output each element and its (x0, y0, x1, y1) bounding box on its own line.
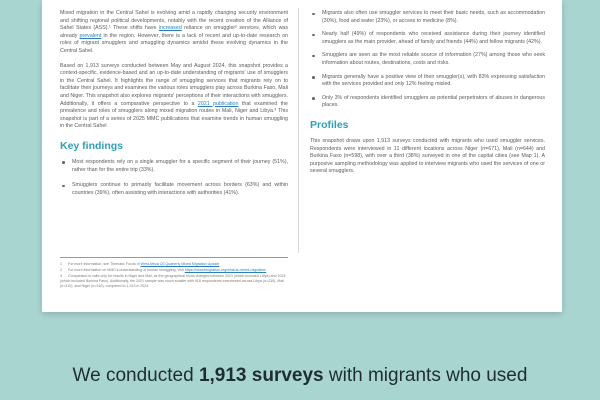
key-findings-heading: Key findings (60, 139, 124, 152)
key-finding-item: Most respondents rely on a single smuggler for a specific segment of their journey (51%), rather than for the entire trip (33%). (60, 159, 288, 174)
footnote (60, 262, 288, 267)
key-findings-list (60, 159, 288, 197)
column-divider (298, 8, 299, 253)
finding-item: Migrants generally have a positive view of their smuggler(s), with 83% expressing satisfaction with the services provided and only 12% feeling misled. (310, 74, 545, 89)
footnote-link[interactable]: https://mixedmigration.org/what-is-mixed-migration/ (184, 268, 267, 272)
footnote-text: Comparison is valid only for results in Niger and Mali, as the geographical focus changed between 2021 (which included Libya) and 2024 (which included Burkina Faso). Additionally, the 2021 sample was much smaller with 918 respondents interviewed across Libya (n=235), Mali (n=310), and Niger (n=310), compared to 1,913 in 2024. (60, 274, 286, 288)
increased-link[interactable]: increased (158, 25, 182, 32)
prevalent-link[interactable]: prevalent (79, 32, 102, 39)
footnote-text: For more information, see Thematic Focus of (68, 262, 141, 266)
footnote-number: 1 (60, 262, 62, 266)
publication-2021-link[interactable]: 2021 publication (197, 100, 239, 107)
finding-item: Nearly half (49%) of respondents who received assistance during their journey identified smugglers as the main provider, ahead of family and friends (44%) and fellow migrants (42%). (310, 31, 545, 46)
finding-item: Smugglers are seen as the most reliable source of information (27%) among those who seek information about routes, destinations, costs and risks. (310, 52, 545, 67)
report-page (42, 0, 562, 312)
left-column (60, 10, 288, 205)
profiles-text: This snapshot draws upon 1,913 surveys conducted with migrants who used smuggler services. Respondents were interviewed in 11 different locations across Niger (n=671), Mali (n=644) and Burkina Faso (n=598), with over a third (38%) surveyed in one of the capital cities (see Map 1). A purposive sampling methodology was applied to interview migrants who used the services of one or several smugglers. (310, 137, 545, 175)
finding-item: Only 3% of respondents identified smugglers as potential perpetrators of abuses in dangerous places. (310, 95, 545, 110)
intro-1-text-a: Mixed migration in the Central Sahel is evolving amid a rapidly changing security environment and shifting regional political developments, notably with the recent creation of the Alliance of Sahel States (ASS).¹ These shifts have (60, 10, 288, 32)
intro-1-text-b: reliance on smuggler² services, which was already (60, 25, 288, 39)
caption-text-a: We conducted (72, 365, 199, 386)
right-column (310, 10, 545, 183)
intro-paragraph-1 (60, 10, 288, 56)
intro-2-text-b: that examined the prevalence and roles of smugglers along mixed migration routes in Mali, Niger and Libya.³ This snapshot is part of a series of 2025 MMC publications that examine trends in human smuggling in the Central Sahel (60, 100, 288, 130)
intro-2-text-a: Based on 1,913 surveys conducted between May and August 2024, this snapshot provides a context-specific, evidence-based and an up-to-date understanding of migrants' use of smugglers in the Central Sahel. It highlights the range of smuggling services that migrants rely on to facilitate their journeys and examines the various roles smugglers play across Burkina Faso, Mali and Niger. This snapshot also explores migrants' perceptions of their interactions with smugglers. Additionally, it offers a comparative perspective to a (60, 62, 288, 107)
footnote-text: For more information on MMC's understanding of human smuggling, visit (68, 268, 185, 272)
footnote (60, 268, 288, 273)
findings-continued-list (310, 10, 545, 110)
caption-text-b: with migrants who used (323, 365, 528, 386)
footnotes (60, 257, 288, 290)
caption (0, 365, 600, 387)
finding-item: Migrants also often use smuggler services to meet their basic needs, such as accommodation (30%), food and water (23%), or access to medicine (8%). (310, 10, 545, 25)
footnote-number: 2 (60, 268, 62, 272)
key-finding-item: Smugglers continue to primarily facilitate movement across borders (63%) and within countries (39%), often assisting with interactions with authorities (41%). (60, 182, 288, 197)
footnote (60, 274, 288, 289)
intro-paragraph-2 (60, 63, 288, 131)
caption-highlight: 1,913 surveys (198, 365, 324, 386)
profiles-heading: Profiles (310, 118, 349, 131)
footnote-link[interactable]: West Africa Q3 Quarterly Mixed Migration Update (140, 262, 220, 266)
footnote-number: 3 (60, 274, 62, 278)
intro-1-text-c: in the region. However, there is a lack of recent and up-to-date research on roles of migrant smugglers and smuggling dynamics amidst these evolving dynamics in the Central Sahel. (60, 32, 288, 54)
